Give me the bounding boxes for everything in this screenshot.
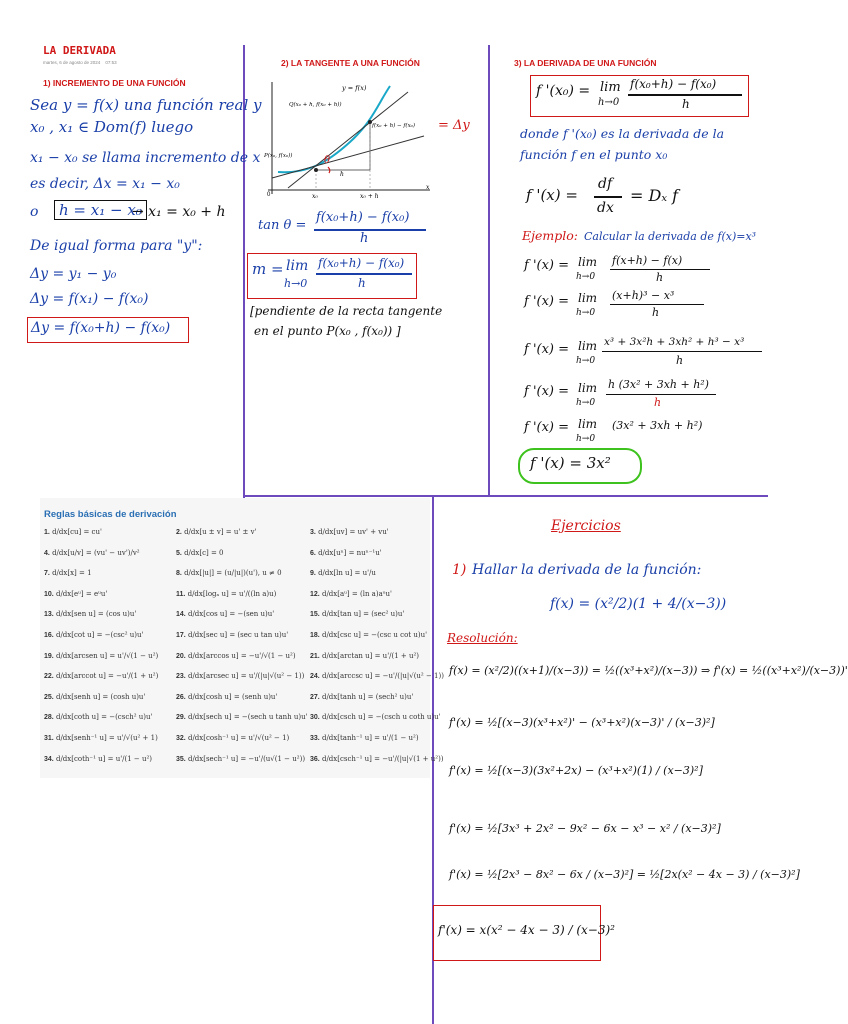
step5-sub: h→0: [576, 434, 596, 444]
rule-formula: d/dx[csch u] = −(csch u coth u)u': [321, 713, 441, 722]
rule-item: [44, 734, 158, 742]
rule-number: 31.: [44, 735, 54, 742]
rule-number: 7.: [44, 570, 50, 578]
resolution-step2: f'(x) = ½[(x−3)(x³+x²)' − (x³+x²)(x−3)' / (x−3)²]: [449, 716, 715, 729]
step1-num: f(x+h) − f(x): [612, 254, 683, 267]
def-fraction-bar: [628, 94, 742, 96]
rule-formula: d/dx[logₐ u] = u'/((ln a)u): [187, 589, 277, 598]
rule-number: 10.: [44, 590, 54, 598]
rule-number: 3.: [310, 529, 316, 536]
m-lim: lim: [286, 258, 309, 274]
graph-p-label: P(x₀, f(x₀)): [264, 153, 293, 159]
rule-number: 19.: [44, 652, 54, 660]
rule-formula: d/dx[u/v] = (vu' − uv')/v²: [52, 548, 140, 557]
rule-item: [44, 652, 158, 660]
rule-number: 25.: [44, 693, 54, 701]
rule-item: [176, 569, 282, 577]
rule-formula: d/dx[senh⁻¹ u] = u'/√(u² + 1): [55, 734, 158, 742]
step5-expr: (3x² + 3xh + h²): [612, 419, 703, 432]
resolution-step5: f'(x) = ½[2x³ − 8x² − 6x / (x−3)²] = ½[2x(x² − 4x − 3) / (x−3)²]: [449, 868, 800, 881]
rule-formula: d/dx[sech u] = −(sech u tanh u)u': [187, 713, 308, 722]
resolution-label: Resolución:: [447, 631, 518, 645]
step1-lhs: f '(x) =: [524, 258, 570, 273]
step3-bar: [602, 351, 762, 352]
c1-h-boxed: h = x₁ − x₀: [54, 200, 147, 220]
rule-number: 28.: [44, 714, 54, 722]
rule-formula: d/dx[arcsen u] = u'/√(1 − u²): [55, 651, 159, 660]
graph-theta-label: θ: [324, 155, 331, 166]
rule-number: 27.: [310, 693, 320, 701]
rule-formula: d/dx[senh u] = (cosh u)u': [55, 692, 146, 701]
rule-number: 1.: [44, 529, 50, 536]
rule-number: 29.: [176, 714, 186, 722]
rule-formula: d/dx[coth u] = −(csch² u)u': [55, 713, 153, 722]
graph-dy-label: = Δy: [438, 118, 470, 133]
rule-number: 11.: [176, 590, 186, 598]
rule-item: [176, 549, 224, 557]
rule-formula: d/dx[arcsec u] = u'/(|u|√(u² − 1)): [187, 672, 305, 681]
rule-formula: d/dx[cot u] = −(csc² u)u': [55, 631, 144, 639]
m-den: h: [358, 276, 366, 290]
point-p: [314, 168, 318, 172]
final-answer: f'(x) = x(x² − 4x − 3) / (x−3)²: [438, 923, 615, 937]
rule-formula: d/dx[u ± v] = u' ± v': [184, 528, 257, 536]
rule-formula: d/dx[arccsc u] = −u'/(|u|√(u² − 1)): [321, 672, 444, 681]
m-lim-sub: h→0: [284, 277, 308, 290]
rule-formula: d/dx[sen u] = (cos u)u': [55, 610, 137, 619]
def-num: f(x₀+h) − f(x₀): [630, 77, 717, 91]
divider-col2-col3: [488, 45, 490, 495]
tan-lhs: tan θ =: [258, 218, 307, 233]
step2-lim: lim: [578, 291, 598, 305]
page-title: LA DERIVADA: [43, 44, 116, 57]
rule-number: 4.: [44, 549, 50, 557]
rule-number: 16.: [44, 632, 54, 639]
rule-number: 30.: [310, 714, 320, 722]
rule-item: [176, 734, 289, 742]
step1-lim: lim: [578, 255, 598, 269]
m-num: f(x₀+h) − f(x₀): [318, 256, 405, 270]
step2-den: h: [652, 306, 660, 319]
step2-bar: [610, 304, 704, 305]
exercise-number: 1): [452, 562, 467, 578]
rule-formula: d/dx[|u|] = (u/|u|)(u'), u ≠ 0: [184, 569, 282, 578]
rule-formula: d/dx[tanh⁻¹ u] = u'/(1 − u²): [321, 734, 419, 742]
def-lhs: f '(x₀) =: [536, 83, 591, 99]
exercises-title: Ejercicios: [551, 518, 621, 534]
notation-rhs: = Dₓ f: [630, 186, 679, 205]
rule-item: [44, 569, 92, 577]
c3-text2: función f en el punto x₀: [520, 147, 668, 162]
c1-line1: Sea y = f(x) una función real y: [30, 96, 262, 114]
tangent-line: [272, 136, 424, 178]
m-fraction-bar: [316, 273, 412, 275]
tan-num: f(x₀+h) − f(x₀): [316, 210, 410, 225]
rule-item: [176, 693, 277, 701]
step3-lim: lim: [578, 339, 598, 353]
c1-line6: De igual forma para "y":: [30, 238, 203, 254]
rule-formula: d/dx[cu] = cu': [52, 528, 102, 536]
rule-formula: d/dx[uv] = uv' + vu': [318, 528, 389, 536]
graph-curve-label: y = f(x): [342, 84, 367, 92]
rule-number: 22.: [44, 673, 54, 681]
rule-number: 32.: [176, 735, 186, 742]
divider-top-bottom: [243, 495, 768, 497]
rule-formula: d/dx[cosh u] = (senh u)u': [187, 692, 278, 701]
tangent-graph: [258, 78, 438, 210]
rule-item: [176, 755, 305, 763]
header-date: [43, 60, 117, 65]
rule-item: [176, 610, 274, 618]
def-lim: lim: [600, 80, 621, 95]
rule-formula: d/dx[arctan u] = u'/(1 + u²): [321, 651, 420, 660]
step5-lhs: f '(x) =: [524, 420, 570, 435]
rule-number: 17.: [176, 632, 186, 639]
rule-item: [44, 631, 143, 639]
notation-fraction-bar: [594, 196, 622, 198]
rule-formula: d/dx[arccot u] = −u'/(1 + u²): [55, 672, 159, 681]
rule-item: [176, 652, 296, 660]
rule-formula: d/dx[c] = 0: [184, 548, 224, 557]
rule-item: [310, 610, 404, 618]
c1-line9: Δy = f(x₀+h) − f(x₀): [31, 320, 171, 336]
rule-number: 15.: [310, 611, 320, 619]
notation-lhs: f '(x) =: [526, 186, 578, 204]
section-3-heading: 3) LA DERIVADA DE UNA FUNCIÓN: [514, 58, 657, 68]
rule-formula: d/dx[eᵘ] = eᵘu': [55, 589, 108, 598]
rule-number: 18.: [310, 632, 320, 639]
rule-item: [310, 693, 413, 701]
rules-title: Reglas básicas de derivación: [44, 509, 177, 520]
m-lhs: m =: [252, 260, 284, 278]
rule-item: [176, 528, 257, 536]
step4-lhs: f '(x) =: [524, 384, 570, 399]
c1-line5-result: → x₁ = x₀ + h: [132, 204, 226, 220]
rule-item: [310, 631, 427, 639]
step3-den: h: [676, 354, 684, 367]
notation-den: dx: [597, 200, 614, 216]
c1-line2: x₀ , x₁ ∈ Dom(f) luego: [30, 118, 194, 136]
rule-item: [310, 755, 444, 763]
exercise-function: f(x) = (x²/2)(1 + 4/(x−3)): [550, 596, 727, 612]
rule-item: [310, 734, 419, 742]
step5-lim: lim: [578, 417, 598, 431]
notation-num: df: [598, 176, 613, 192]
result-text: f '(x) = 3x²: [530, 454, 611, 472]
rule-number: 33.: [310, 735, 320, 742]
slope-note-line2: en el punto P(x₀ , f(x₀)) ]: [254, 324, 401, 338]
rule-number: 26.: [176, 693, 186, 701]
step4-bar: [606, 394, 716, 395]
rule-item: [310, 590, 392, 598]
rule-item: [44, 755, 152, 763]
rule-number: 12.: [310, 590, 320, 598]
resolution-step3: f'(x) = ½[(x−3)(3x²+2x) − (x³+x²)(1) / (x−3)²]: [449, 764, 703, 777]
def-den: h: [682, 97, 690, 111]
rule-number: 13.: [44, 611, 54, 619]
exercise-question: Hallar la derivada de la función:: [472, 562, 702, 578]
rule-formula: d/dx[tan u] = (sec² u)u': [321, 610, 405, 619]
rule-item: [44, 672, 158, 680]
rule-formula: d/dx[coth⁻¹ u] = u'/(1 − u²): [55, 754, 153, 763]
tan-den: h: [360, 231, 369, 246]
rule-number: 5.: [176, 549, 182, 557]
step2-sub: h→0: [576, 308, 596, 318]
rule-formula: d/dx[cosh⁻¹ u] = u'/√(u² − 1): [187, 734, 290, 742]
rule-item: [44, 693, 145, 701]
c1-line5-o: o: [30, 204, 39, 220]
c1-line8: Δy = f(x₁) − f(x₀): [30, 291, 149, 307]
example-text: Calcular la derivada de f(x)=x³: [584, 230, 757, 243]
step4-den: h: [654, 396, 662, 409]
step1-bar: [610, 269, 710, 270]
graph-x-axis-label: x: [426, 184, 430, 191]
c3-text1: donde f '(x₀) es la derivada de la: [520, 126, 725, 141]
rule-number: 14.: [176, 611, 186, 619]
step2-lhs: f '(x) =: [524, 294, 570, 309]
slope-note-line1: [pendiente de la recta tangente: [250, 304, 443, 318]
graph-diff-label: f(x₀ + h) − f(x₀): [372, 123, 416, 129]
rule-item: [44, 590, 107, 598]
rule-number: 23.: [176, 673, 186, 681]
rule-number: 8.: [176, 570, 182, 578]
resolution-step1: f(x) = (x²/2)((x+1)/(x−3)) = ½((x³+x²)/(x−3)) ⇒ f'(x) = ½((x³+x²)/(x−3))': [449, 664, 848, 677]
step4-num: h (3x² + 3xh + h²): [608, 378, 709, 391]
rule-number: 9.: [310, 570, 316, 578]
rule-item: [310, 569, 376, 577]
rule-formula: d/dx[sec u] = (sec u tan u)u': [187, 631, 289, 639]
rule-formula: d/dx[uⁿ] = nuⁿ⁻¹u': [318, 548, 382, 557]
resolution-step4: f'(x) = ½[3x³ + 2x² − 9x² − 6x − x³ − x² / (x−3)²]: [449, 822, 721, 835]
rule-formula: d/dx[arccos u] = −u'/√(1 − u²): [187, 651, 296, 660]
rule-item: [44, 549, 140, 557]
graph-h-label: h: [340, 171, 344, 178]
rule-item: [176, 631, 288, 639]
rule-formula: d/dx[csch⁻¹ u] = −u'/(|u|√(1 + u²)): [321, 754, 444, 763]
rule-formula: d/dx[cos u] = −(sen u)u': [187, 610, 275, 619]
rule-number: 36.: [310, 755, 320, 763]
rule-item: [44, 713, 152, 721]
step2-num: (x+h)³ − x³: [612, 289, 675, 302]
rule-number: 34.: [44, 755, 54, 763]
step3-sub: h→0: [576, 356, 596, 366]
rule-formula: d/dx[ln u] = u'/u: [318, 569, 376, 578]
rule-item: [176, 713, 308, 721]
step1-den: h: [656, 271, 664, 284]
graph-origin-label: 0: [267, 192, 271, 198]
c1-line4: es decir, Δx = x₁ − x₀: [30, 176, 180, 192]
rule-number: 6.: [310, 549, 316, 557]
rule-number: 20.: [176, 652, 186, 660]
rule-item: [44, 528, 102, 536]
tan-fraction-bar: [314, 229, 426, 231]
date-text: martes, 6 de agosto de 2024: [43, 60, 101, 65]
function-curve: [278, 86, 390, 172]
section-1-heading: 1) INCREMENTO DE UNA FUNCIÓN: [43, 78, 186, 88]
rule-item: [310, 549, 382, 557]
rule-formula: d/dx[aᵘ] = (ln a)aᵘu': [321, 589, 392, 598]
rule-item: [310, 713, 441, 721]
step1-sub: h→0: [576, 272, 596, 282]
graph-q-label: Q(x₀ + h, f(x₀ + h)): [289, 102, 342, 108]
rule-item: [44, 610, 136, 618]
step4-sub: h→0: [576, 398, 596, 408]
rule-number: 35.: [176, 755, 186, 763]
section-2-heading: 2) LA TANGENTE A UNA FUNCIÓN: [281, 58, 420, 68]
time-text: 07:53: [105, 60, 117, 65]
rule-item: [310, 672, 444, 680]
c1-line7: Δy = y₁ − y₀: [30, 266, 117, 282]
graph-x0-label: x₀: [312, 193, 318, 200]
rule-formula: d/dx[x] = 1: [52, 569, 92, 578]
rule-item: [310, 528, 389, 536]
step3-num: x³ + 3x²h + 3xh² + h³ − x³: [604, 336, 745, 348]
rule-item: [310, 652, 419, 660]
rule-formula: d/dx[csc u] = −(csc u cot u)u': [321, 631, 428, 639]
step3-lhs: f '(x) =: [524, 342, 570, 357]
c1-line3: x₁ − x₀ se llama incremento de x: [30, 150, 261, 166]
rule-number: 24.: [310, 673, 320, 681]
rule-formula: d/dx[tanh u] = (sech² u)u': [321, 692, 414, 701]
rule-item: [176, 590, 276, 598]
rule-formula: d/dx[sech⁻¹ u] = −u'/(u√(1 − u²)): [187, 754, 306, 763]
step4-lim: lim: [578, 381, 598, 395]
rule-number: 2.: [176, 529, 182, 536]
graph-x0h-label: x₀ + h: [360, 193, 379, 200]
rule-number: 21.: [310, 652, 320, 660]
def-lim-sub: h→0: [598, 97, 620, 108]
example-label: Ejemplo:: [522, 228, 578, 243]
rule-item: [176, 672, 304, 680]
